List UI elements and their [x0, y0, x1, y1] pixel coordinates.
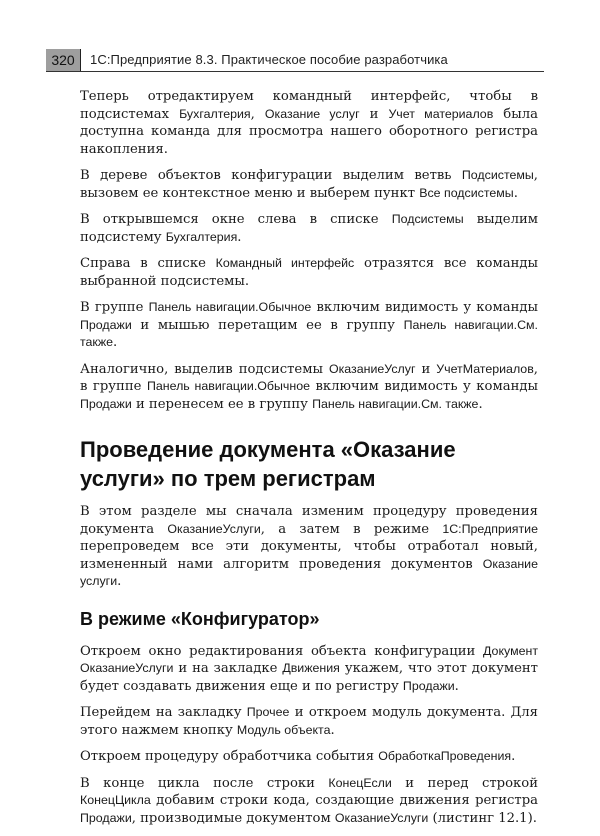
term: Панель навигации.Обычное: [146, 379, 310, 393]
term: Оказание услуг: [264, 106, 360, 121]
term: Учет материалов: [388, 106, 494, 121]
paragraph: В открывшемся окне слева в списке Подсистемы выделим подсистему Бухгалтерия.: [80, 212, 538, 245]
paragraph: Перейдем на закладку Прочее и откроем модуль документа. Для этого нажмем кнопку Модуль объекта.: [80, 705, 538, 738]
term: Модуль объекта: [236, 722, 331, 737]
paragraph: Теперь отредактируем командный интерфейс, чтобы в подсистемах Бухгалтерия, Оказание услуг и Учет материалов была доступна команда для просмотра нашего оборотного регистра накопления.: [80, 89, 538, 157]
paragraph: В этом разделе мы сначала изменим процедуру проведения документа ОказаниеУслуги, а затем в режиме 1С:Предприятие перепроведем все эти документы, чтобы отработал новый, измененный нами алгоритм проведения документов Оказание услуги.: [80, 504, 538, 589]
paragraph: В группе Панель навигации.Обычное включим видимость у команды Продажи и мышью перетащим ее в группу Панель навигации.См. также.: [80, 300, 538, 350]
term: Продажи: [80, 317, 132, 332]
page-header: [46, 49, 544, 72]
subsection-heading: В режиме «Конфигуратор»: [80, 608, 320, 629]
term: 1С:Предприятие: [442, 521, 538, 536]
term: Документ ОказаниеУслуги: [80, 643, 538, 675]
paragraph: Справа в списке Командный интерфейс отразятся все команды выбранной подсистемы.: [80, 256, 538, 289]
term: Панель навигации.См. также: [312, 396, 479, 411]
term: ОказаниеУслуг: [328, 361, 416, 376]
term: Все подсистемы: [419, 185, 514, 200]
term: Оказание услуги: [80, 556, 538, 588]
term: Продажи: [80, 396, 132, 411]
paragraph: Откроем процедуру обработчика события ОбработкаПроведения.: [80, 749, 516, 764]
paragraph: Откроем окно редактирования объекта конфигурации Документ ОказаниеУслуги и на закладке Движения укажем, что этот документ будет создавать движения еще и по регистру Продажи.: [80, 643, 538, 694]
term: КонецЦикла: [80, 793, 151, 807]
term: Подсистемы: [461, 168, 534, 182]
term: Подсистемы: [391, 212, 464, 226]
paragraph: Аналогично, выделив подсистемы ОказаниеУслуг и УчетМатериалов, в группе Панель навигации.Обычное включим видимость у команды Продажи и перенесем ее в группу Панель навигации.См. также.: [80, 361, 538, 412]
term: Движения: [282, 661, 340, 675]
paragraph: В конце цикла после строки КонецЕсли и перед строкой КонецЦикла добавим строки кода, создающие движения регистра Продажи, производимые документом ОказаниеУслуги (листинг 12.1).: [80, 775, 538, 826]
running-title: 1С:Предприятие 8.3. Практическое пособие разработчика: [90, 52, 448, 67]
term: КонецЕсли: [328, 775, 392, 790]
term: Бухгалтерия: [165, 229, 238, 244]
paragraph: В дереве объектов конфигурации выделим ветвь Подсистемы, вызовем ее контекстное меню и выберем пункт Все подсистемы.: [80, 168, 538, 201]
page-body: [80, 88, 538, 836]
section-heading: Проведение документа «Оказание услуги» по трем регистрам: [80, 437, 456, 491]
term: ОказаниеУслуги: [167, 521, 261, 536]
term: Командный интерфейс: [215, 256, 355, 270]
term: ОбработкаПроведения: [378, 749, 512, 763]
term: Панель навигации.Обычное: [148, 300, 312, 314]
page-number: 320: [46, 49, 81, 71]
term: Продажи: [80, 810, 132, 825]
term: Прочее: [246, 705, 290, 719]
term: Бухгалтерия: [179, 106, 251, 121]
term: УчетМатериалов: [436, 361, 534, 376]
term: ОказаниеУслуги: [334, 810, 429, 825]
term: Панель навигации.См. также: [80, 317, 538, 349]
term: Продажи: [402, 678, 455, 693]
